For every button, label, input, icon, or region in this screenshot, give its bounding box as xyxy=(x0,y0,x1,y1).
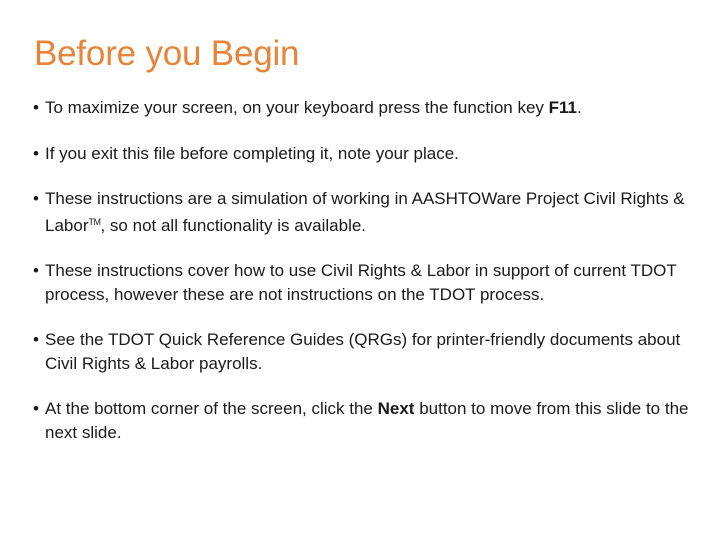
bullet-list xyxy=(33,96,703,466)
bullet-text: See the TDOT Quick Reference Guides (QRGs) for printer-friendly documents about Civil Rights & Labor payrolls. xyxy=(45,330,681,373)
bullet-text: These instructions are a simulation of working in AASHTOWare Project Civil Rights & Labor xyxy=(45,189,685,235)
bullet-marker: • xyxy=(33,98,39,117)
bullet-suffix: , so not all functionality is available. xyxy=(100,215,367,235)
bullet-marker: • xyxy=(33,189,39,208)
trademark-superscript: TM xyxy=(88,216,101,227)
bullet-suffix: . xyxy=(576,98,582,117)
bullet-text: At the bottom corner of the screen, click the xyxy=(45,399,378,418)
bullet-text: To maximize your screen, on your keyboard press the function key xyxy=(45,98,549,117)
bullet-suffix: button to move from this slide to the next slide. xyxy=(45,399,689,442)
list-item xyxy=(33,397,703,444)
bullet-marker: • xyxy=(33,399,39,418)
list-item xyxy=(33,96,703,120)
bullet-marker: • xyxy=(33,143,39,163)
list-item xyxy=(33,142,703,166)
bullet-text: If you exit this file before completing it, note your place. xyxy=(45,143,459,163)
slide-title: Before you Begin xyxy=(34,34,300,73)
bullet-text: These instructions cover how to use Civil Rights & Labor in support of current TDOT process, however these are not instructions on the TDOT process. xyxy=(45,261,677,304)
bullet-marker: • xyxy=(33,330,39,349)
list-item xyxy=(33,259,703,306)
bullet-marker: • xyxy=(33,261,39,280)
list-item xyxy=(33,328,703,375)
next-button-reference: Next xyxy=(377,399,415,418)
list-item xyxy=(33,187,703,237)
key-name: F11 xyxy=(548,98,577,117)
